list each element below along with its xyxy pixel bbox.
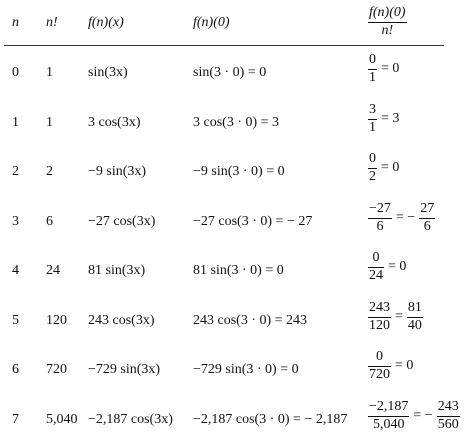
row-n: 3 [12,214,19,229]
row-ratio [368,152,403,184]
fraction [368,301,391,333]
fraction-numerator: 0 [376,349,383,364]
row-derivative-zero: 3 cos(3 · 0) = 3 [193,115,280,130]
row-ratio-result: = [395,309,403,325]
row-ratio-result: = − [413,408,433,424]
fraction-denominator: 6 [376,218,384,234]
row-n-factorial: 720 [46,362,67,377]
row-ratio-result: = 0 [395,358,414,374]
row-n: 1 [12,115,19,130]
row-derivative-x: sin(3x) [88,65,128,80]
row-derivative-zero: −2,187 cos(3 · 0) = − 2,187 [193,412,348,427]
fraction-denominator: 120 [369,317,390,333]
row-derivative-zero: sin(3 · 0) = 0 [193,65,267,80]
row-n: 2 [12,164,19,179]
fraction-numerator: 0 [369,151,376,166]
header-ratio-denominator: n! [381,22,394,38]
fraction-denominator: 40 [407,317,422,333]
fraction-numerator: 243 [369,300,390,315]
row-derivative-x: −9 sin(3x) [88,164,147,179]
row-derivative-zero: −27 cos(3 · 0) = − 27 [193,214,313,229]
fraction-numerator: 0 [372,250,380,265]
fraction-denominator: 1 [369,69,376,85]
fraction-numerator: −27 [369,201,391,216]
fraction [368,350,391,382]
row-ratio [368,350,417,382]
header-ratio [368,6,407,38]
header-nth-derivative-zero: f(n)(0) [193,15,230,30]
row-derivative-zero: 243 cos(3 · 0) = 243 [193,313,308,328]
row-n-factorial: 24 [46,263,60,278]
row-derivative-x: 81 sin(3x) [88,263,146,278]
row-n-factorial: 120 [46,313,67,328]
row-ratio-result: = 3 [381,111,400,127]
fraction [407,301,423,333]
row-n-factorial: 1 [46,65,53,80]
row-n: 4 [12,263,19,278]
header-n: n [12,15,19,30]
fraction-denominator: 5,040 [372,416,405,432]
fraction [437,400,460,432]
row-ratio-result: = 0 [381,61,400,77]
fraction [368,53,377,85]
row-ratio-result: = 0 [388,259,407,275]
fraction-denominator: 1 [369,119,376,135]
row-derivative-zero: −729 sin(3 · 0) = 0 [193,362,299,377]
fraction [368,400,409,432]
header-ratio-numerator: f(n)(0) [369,5,406,20]
row-derivative-zero: −9 sin(3 · 0) = 0 [193,164,285,179]
row-n-factorial: 6 [46,214,53,229]
fraction-numerator: −2,187 [369,399,409,414]
row-ratio [368,103,403,135]
row-n: 5 [12,313,19,328]
row-ratio [368,301,423,333]
row-n: 6 [12,362,19,377]
fraction-numerator: 81 [407,300,422,315]
row-derivative-x: 243 cos(3x) [88,313,155,328]
row-n-factorial: 5,040 [46,412,78,427]
fraction-denominator: 6 [423,218,431,234]
row-n-factorial: 1 [46,115,53,130]
header-n-factorial: n! [46,15,58,30]
row-n: 7 [12,412,19,427]
fraction-denominator: 720 [369,366,390,382]
fraction-denominator: 560 [437,416,459,432]
row-ratio [368,400,460,432]
row-n-factorial: 2 [46,164,53,179]
row-derivative-x: −27 cos(3x) [88,214,156,229]
fraction-numerator: 3 [369,102,376,117]
header-divider [4,45,444,46]
row-ratio [368,202,435,234]
header-nth-derivative-x: f(n)(x) [88,15,124,30]
row-derivative-x: 3 cos(3x) [88,115,141,130]
row-derivative-zero: 81 sin(3 · 0) = 0 [193,263,284,278]
fraction-numerator: 0 [369,52,376,67]
fraction-numerator: 27 [420,201,435,216]
fraction-denominator: 2 [369,168,376,184]
row-ratio-result: = 0 [381,160,400,176]
row-derivative-x: −2,187 cos(3x) [88,412,173,427]
row-ratio-result: = − [395,210,416,226]
fraction [368,251,384,283]
fraction [368,152,377,184]
row-ratio [368,251,410,283]
row-ratio [368,53,403,85]
fraction-denominator: 24 [369,267,383,283]
fraction [419,202,435,234]
fraction [368,202,392,234]
fraction-numerator: 243 [437,399,459,414]
fraction [368,103,377,135]
row-derivative-x: −729 sin(3x) [88,362,161,377]
row-n: 0 [12,65,19,80]
